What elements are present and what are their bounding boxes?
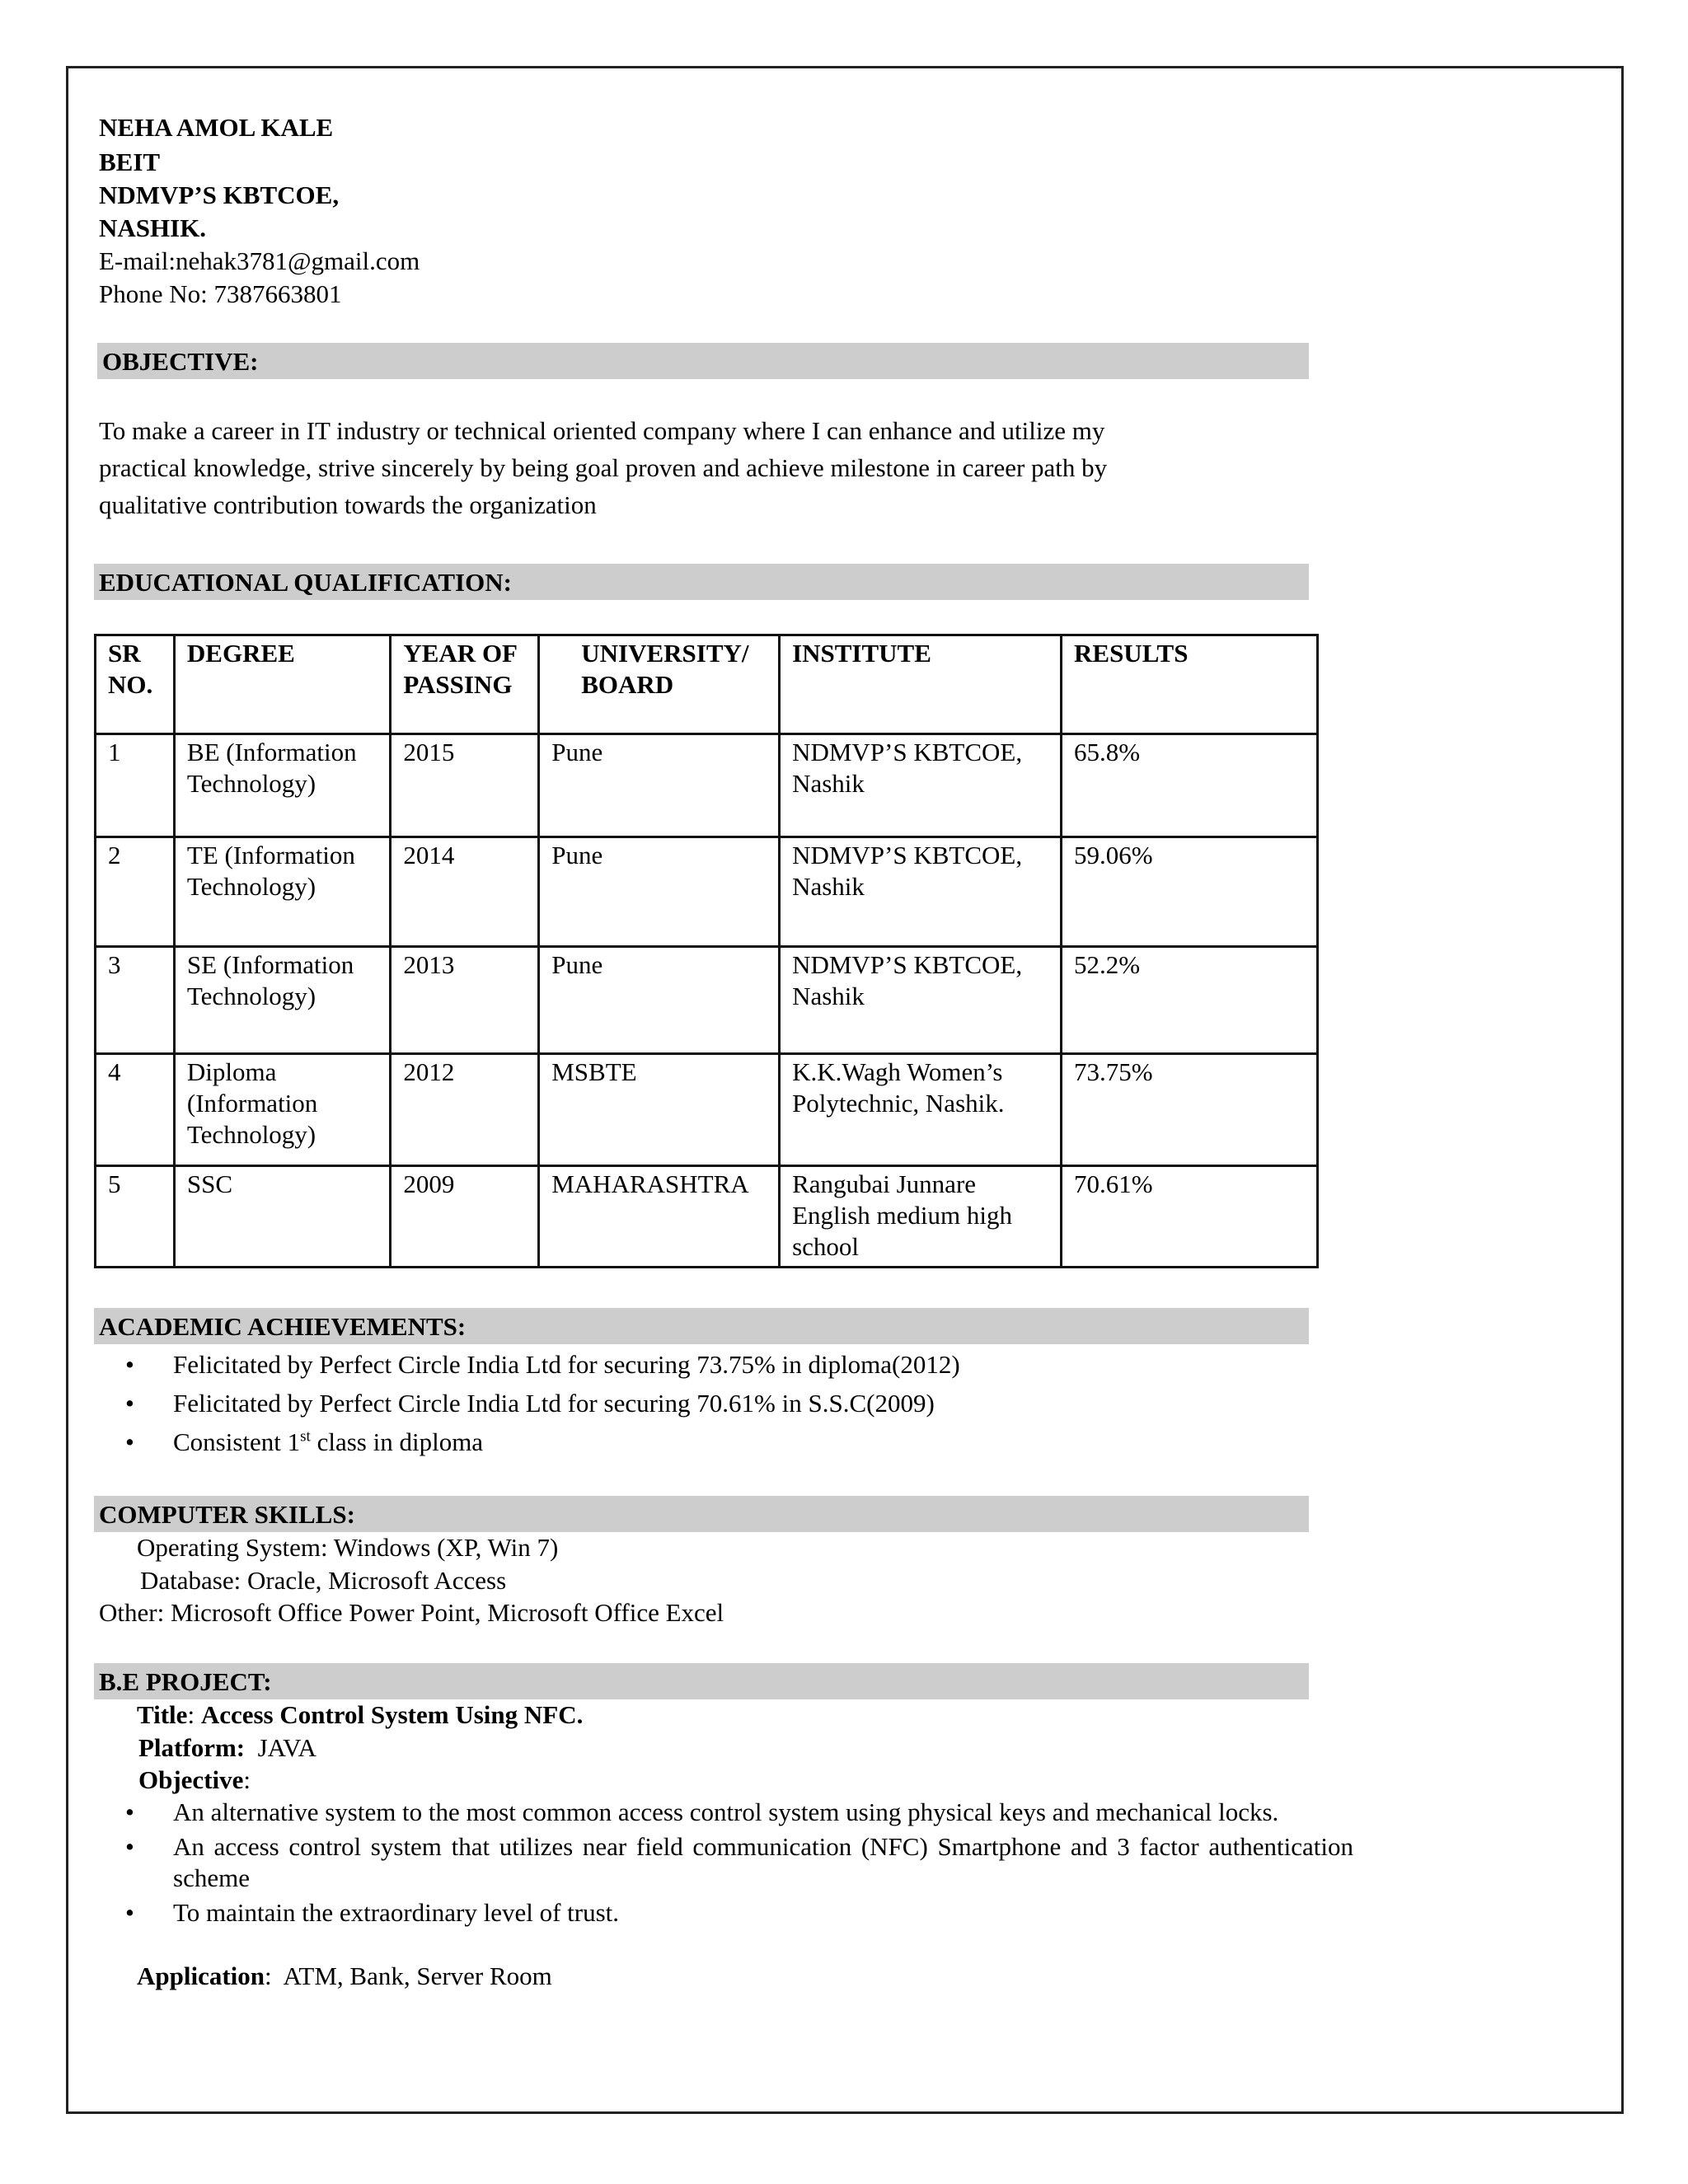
list-item xyxy=(99,1831,1353,1894)
project-application-line: Application: ATM, Bank, Server Room xyxy=(137,1961,552,1990)
cell-board: Pune xyxy=(539,734,780,837)
project-title-label: Title xyxy=(137,1700,188,1729)
cell-institute: NDMVP’S KBTCOE, Nashik xyxy=(780,734,1062,837)
cell-year: 2012 xyxy=(391,1054,539,1166)
project-platform-value: JAVA xyxy=(257,1733,316,1762)
cell-institute: Rangubai Junnare English medium high school xyxy=(780,1166,1062,1268)
achievements-heading: ACADEMIC ACHIEVEMENTS: xyxy=(94,1308,1309,1344)
cell-year: 2015 xyxy=(391,734,539,837)
table-row xyxy=(96,1166,1318,1268)
ordinal-suffix: st xyxy=(300,1427,311,1446)
project-objective-line: Objective: xyxy=(138,1765,251,1794)
project-objective-label: Objective xyxy=(138,1765,244,1794)
objective-text: An alternative system to the most common access control system using physical keys and mechanical locks. xyxy=(173,1797,1279,1826)
column-header: RESULTS xyxy=(1062,635,1318,734)
college-name: NDMVP’S KBTCOE, xyxy=(99,180,340,209)
candidate-name: NEHA AMOL KALE xyxy=(99,113,334,142)
bullet-icon: • xyxy=(125,1350,134,1379)
column-header: YEAR OF PASSING xyxy=(391,635,539,734)
achievement-text: Consistent 1 xyxy=(173,1427,301,1456)
list-item xyxy=(99,1897,1353,1929)
cell-result: 73.75% xyxy=(1062,1054,1318,1166)
cell-result: 70.61% xyxy=(1062,1166,1318,1268)
bullet-icon: • xyxy=(125,1898,134,1927)
objective-text: To maintain the extraordinary level of trust. xyxy=(173,1898,620,1927)
cell-year: 2013 xyxy=(391,947,539,1054)
list-item xyxy=(99,1797,1353,1828)
cell-board: Pune xyxy=(539,947,780,1054)
project-title-line: Title: Access Control System Using NFC. xyxy=(137,1700,584,1729)
list-item xyxy=(99,1384,1352,1422)
phone-line: Phone No: 7387663801 xyxy=(99,279,342,308)
cell-result: 59.06% xyxy=(1062,837,1318,947)
skill-other: Other: Microsoft Office Power Point, Microsoft Office Excel xyxy=(99,1598,724,1627)
column-header: SR NO. xyxy=(96,635,175,734)
cell-year: 2014 xyxy=(391,837,539,947)
list-item xyxy=(99,1422,1352,1461)
project-objectives-list xyxy=(99,1797,1353,1929)
table-header-row xyxy=(96,635,1318,734)
cell-institute: K.K.Wagh Women’s Polytechnic, Nashik. xyxy=(780,1054,1062,1166)
project-platform-label: Platform: xyxy=(138,1733,246,1762)
objective-line: To make a career in IT industry or technical oriented company where I can enhance and utilize my xyxy=(99,416,1105,445)
cell-board: MSBTE xyxy=(539,1054,780,1166)
project-title-value: Access Control System Using NFC. xyxy=(200,1700,584,1729)
cell-board: Pune xyxy=(539,837,780,947)
achievements-list xyxy=(99,1345,1352,1461)
cell-sr: 1 xyxy=(96,734,175,837)
column-header: INSTITUTE xyxy=(780,635,1062,734)
cell-degree: TE (Information Technology) xyxy=(174,837,390,947)
cell-institute: NDMVP’S KBTCOE, Nashik xyxy=(780,837,1062,947)
cell-result: 52.2% xyxy=(1062,947,1318,1054)
cell-degree: SE (Information Technology) xyxy=(174,947,390,1054)
achievement-text: Felicitated by Perfect Circle India Ltd for securing 73.75% in diploma(2012) xyxy=(173,1350,960,1379)
project-application-label: Application xyxy=(137,1961,265,1990)
achievement-text: Felicitated by Perfect Circle India Ltd for securing 70.61% in S.S.C(2009) xyxy=(173,1389,935,1418)
city-name: NASHIK. xyxy=(99,213,207,242)
cell-sr: 3 xyxy=(96,947,175,1054)
bullet-icon: • xyxy=(125,1832,134,1861)
cell-institute: NDMVP’S KBTCOE, Nashik xyxy=(780,947,1062,1054)
objective-line: qualitative contribution towards the organization xyxy=(99,490,597,519)
objective-line: practical knowledge, strive sincerely by being goal proven and achieve milestone in career path by xyxy=(99,453,1108,482)
cell-sr: 5 xyxy=(96,1166,175,1268)
achievement-text-tail: class in diploma xyxy=(310,1427,484,1456)
table-row xyxy=(96,734,1318,837)
cell-degree: SSC xyxy=(174,1166,390,1268)
cell-sr: 4 xyxy=(96,1054,175,1166)
cell-board: MAHARASHTRA xyxy=(539,1166,780,1268)
project-application-value: ATM, Bank, Server Room xyxy=(283,1961,552,1990)
objective-heading: OBJECTIVE: xyxy=(97,343,1309,379)
cell-result: 65.8% xyxy=(1062,734,1318,837)
column-header: DEGREE xyxy=(174,635,390,734)
cell-sr: 2 xyxy=(96,837,175,947)
education-heading: EDUCATIONAL QUALIFICATION: xyxy=(94,564,1309,600)
project-platform-line xyxy=(138,1732,1342,1765)
cell-degree: Diploma (Information Technology) xyxy=(174,1054,390,1166)
cell-year: 2009 xyxy=(391,1166,539,1268)
skill-database: Database: Oracle, Microsoft Access xyxy=(140,1566,507,1595)
table-row xyxy=(96,1054,1318,1166)
bullet-icon: • xyxy=(125,1797,134,1826)
skill-os: Operating System: Windows (XP, Win 7) xyxy=(137,1533,559,1562)
email-line: E-mail:nehak3781@gmail.com xyxy=(99,246,420,275)
bullet-icon: • xyxy=(125,1389,134,1418)
education-table xyxy=(94,634,1319,1268)
objective-text: An access control system that utilizes near field communication (NFC) Smartphone and 3 factor authentication scheme xyxy=(173,1832,1353,1892)
table-row xyxy=(96,947,1318,1054)
project-heading: B.E PROJECT: xyxy=(94,1663,1309,1699)
course-name: BEIT xyxy=(99,148,161,176)
skills-heading: COMPUTER SKILLS: xyxy=(94,1496,1309,1532)
table-row xyxy=(96,837,1318,947)
list-item xyxy=(99,1345,1352,1384)
cell-degree: BE (Information Technology) xyxy=(174,734,390,837)
bullet-icon: • xyxy=(125,1427,134,1456)
column-header: UNIVERSITY/ BOARD xyxy=(539,635,780,734)
objective-text xyxy=(99,412,1302,523)
